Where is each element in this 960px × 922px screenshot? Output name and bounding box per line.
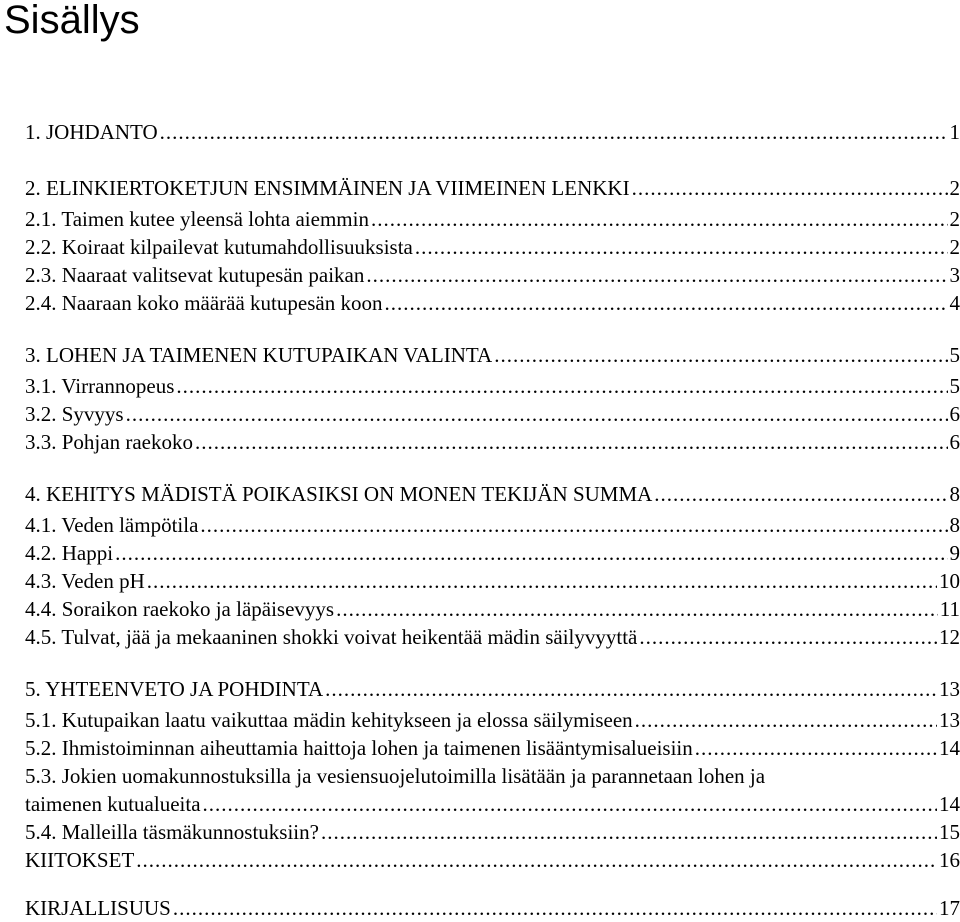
toc-entry-5-3[interactable] <box>25 790 960 818</box>
dot-leader <box>639 623 937 651</box>
toc-entry-4[interactable] <box>25 480 960 508</box>
dot-leader <box>336 595 938 623</box>
toc-page-number: 5 <box>950 341 960 369</box>
toc-entry-text: KIRJALLISUUS <box>25 894 171 922</box>
dot-leader <box>494 341 947 369</box>
toc-page-number: 16 <box>939 846 960 874</box>
toc-entry-text: 5.1. Kutupaikan laatu vaikuttaa mädin kehitykseen ja elossa säilymiseen <box>25 706 633 734</box>
toc-entry-text: 4. KEHITYS MÄDISTÄ POIKASIKSI ON MONEN TEKIJÄN SUMMA <box>25 480 652 508</box>
toc-page-number: 8 <box>950 511 960 539</box>
toc-entry-5-1[interactable] <box>25 706 960 734</box>
dot-leader <box>136 846 937 874</box>
toc-entry-4-2[interactable] <box>25 539 960 567</box>
dot-leader <box>635 706 937 734</box>
dot-leader <box>384 289 947 317</box>
dot-leader <box>325 675 937 703</box>
dot-leader <box>203 790 937 818</box>
toc-page-number: 11 <box>940 595 960 623</box>
toc-entry-text: 1. JOHDANTO <box>25 118 158 146</box>
dot-leader <box>695 734 937 762</box>
dot-leader <box>160 118 948 146</box>
toc-entry-text: 3.3. Pohjan raekoko <box>25 428 193 456</box>
dot-leader <box>195 428 948 456</box>
toc-entry-2-3[interactable] <box>25 261 960 289</box>
toc-entry-kiitokset[interactable] <box>25 846 960 874</box>
toc-page-number: 4 <box>950 289 960 317</box>
toc-entry-2[interactable] <box>25 174 960 202</box>
toc-page-number: 5 <box>950 372 960 400</box>
dot-leader <box>115 539 947 567</box>
toc-entry-4-4[interactable] <box>25 595 960 623</box>
toc-entry-5-3-line1[interactable] <box>25 762 925 790</box>
toc-entry-3-2[interactable] <box>25 400 960 428</box>
toc-page-number: 15 <box>939 818 960 846</box>
toc-entry-4-5[interactable] <box>25 623 960 651</box>
toc-page-number: 14 <box>939 734 960 762</box>
toc-entry-3[interactable] <box>25 341 960 369</box>
toc-entry-text: 2.2. Koiraat kilpailevat kutumahdollisuuksista <box>25 233 413 261</box>
dot-leader <box>176 372 947 400</box>
toc-page-number: 2 <box>950 174 960 202</box>
toc-entry-2-1[interactable] <box>25 205 960 233</box>
toc-page-number: 3 <box>950 261 960 289</box>
toc-entry-5[interactable] <box>25 675 960 703</box>
toc-entry-text: 2.3. Naaraat valitsevat kutupesän paikan <box>25 261 364 289</box>
toc-entry-text: 5.4. Malleilla täsmäkunnostuksiin? <box>25 818 319 846</box>
toc-entry-text: 4.2. Happi <box>25 539 113 567</box>
toc-entry-text: KIITOKSET <box>25 846 134 874</box>
toc-page-number: 9 <box>950 539 960 567</box>
toc-page-number: 1 <box>950 118 960 146</box>
toc-entry-text: taimenen kutualueita <box>25 790 201 818</box>
toc-entry-text: 2.1. Taimen kutee yleensä lohta aiemmin <box>25 205 369 233</box>
toc-entry-5-4[interactable] <box>25 818 960 846</box>
dot-leader <box>147 567 937 595</box>
toc-page-number: 8 <box>950 480 960 508</box>
toc-entry-4-1[interactable] <box>25 511 960 539</box>
toc-entry-text: 3.1. Virrannopeus <box>25 372 174 400</box>
toc-page-number: 13 <box>939 706 960 734</box>
toc-entry-5-2[interactable] <box>25 734 960 762</box>
toc-entry-text: 5.2. Ihmistoiminnan aiheuttamia haittoja lohen ja taimenen lisääntymisalueisiin <box>25 734 693 762</box>
toc-entry-text: 4.1. Veden lämpötila <box>25 511 198 539</box>
toc-page-number: 2 <box>950 205 960 233</box>
toc-page-number: 2 <box>950 233 960 261</box>
toc-entry-4-3[interactable] <box>25 567 960 595</box>
toc-entry-2-2[interactable] <box>25 233 960 261</box>
toc-page-number: 17 <box>939 894 960 922</box>
toc-page-number: 13 <box>939 675 960 703</box>
toc-entry-text: 5.3. Jokien uomakunnostuksilla ja vesiensuojelutoimilla lisätään ja parannetaan lohen ja <box>25 762 765 790</box>
page-title: Sisällys <box>4 0 140 46</box>
dot-leader <box>366 261 947 289</box>
toc-page-number: 12 <box>939 623 960 651</box>
dot-leader <box>371 205 948 233</box>
dot-leader <box>632 174 948 202</box>
toc-entry-1[interactable] <box>25 118 960 146</box>
toc-entry-3-3[interactable] <box>25 428 960 456</box>
toc-entry-3-1[interactable] <box>25 372 960 400</box>
toc-entry-text: 3.2. Syvyys <box>25 400 124 428</box>
toc-page-number: 6 <box>950 400 960 428</box>
toc-entry-text: 3. LOHEN JA TAIMENEN KUTUPAIKAN VALINTA <box>25 341 492 369</box>
toc-entry-2-4[interactable] <box>25 289 960 317</box>
toc-entry-text: 2.4. Naaraan koko määrää kutupesän koon <box>25 289 382 317</box>
toc-entry-text: 5. YHTEENVETO JA POHDINTA <box>25 675 323 703</box>
dot-leader <box>415 233 948 261</box>
dot-leader <box>200 511 947 539</box>
dot-leader <box>126 400 948 428</box>
toc-entry-text: 2. ELINKIERTOKETJUN ENSIMMÄINEN JA VIIMEINEN LENKKI <box>25 174 630 202</box>
toc-entry-text: 4.3. Veden pH <box>25 567 145 595</box>
toc-page-number: 10 <box>939 567 960 595</box>
toc-page-number: 6 <box>950 428 960 456</box>
dot-leader <box>654 480 947 508</box>
toc-entry-text: 4.5. Tulvat, jää ja mekaaninen shokki voivat heikentää mädin säilyvyyttä <box>25 623 637 651</box>
toc-entry-text: 4.4. Soraikon raekoko ja läpäisevyys <box>25 595 334 623</box>
toc-page-number: 14 <box>939 790 960 818</box>
dot-leader <box>321 818 937 846</box>
